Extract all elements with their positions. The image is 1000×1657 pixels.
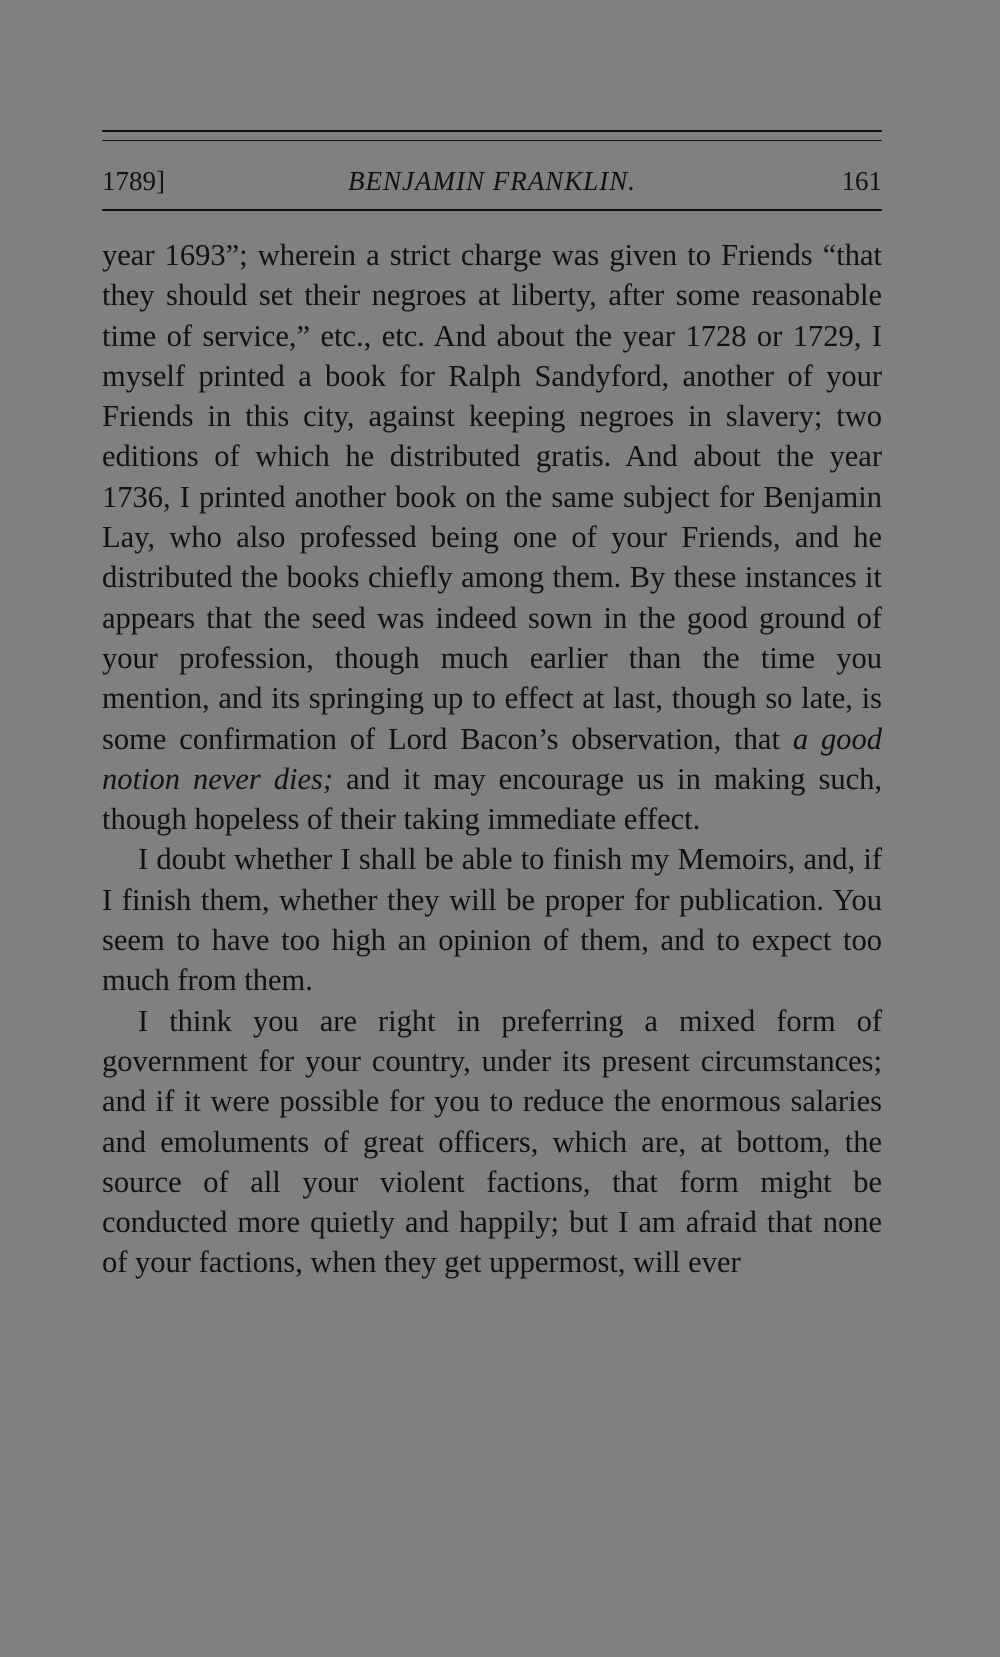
running-head — [102, 155, 882, 207]
paragraph-1 — [102, 235, 882, 839]
book-page — [102, 130, 882, 1283]
paragraph-1-italic-quote: a good notion never dies; — [102, 721, 883, 796]
body-text — [102, 235, 882, 1283]
page-number: 161 — [841, 166, 882, 196]
top-double-rule-inner — [102, 140, 882, 141]
header-rule — [102, 209, 882, 211]
running-head-year: 1789] — [102, 166, 165, 196]
paragraph-2: I doubt whether I shall be able to finish my Memoirs, and, if I finish them, whether they will be proper for publication. You seem to have too high an opinion of them, and to expect too much from them. — [102, 842, 882, 998]
running-head-title: BENJAMIN FRANKLIN. — [348, 166, 636, 196]
paragraph-1-text: year 1693”; wherein a strict charge was given to Friends “that they should set their negroes at liberty, after some reasonable time of service,” etc., etc. And about the year 1728 or 1729, I myself printed a book for Ralph Sandyford, another of your Friends in this city, against keeping negroes in slavery; two editions of which he distributed gratis. And about the year 1736, I printed another book on the same subject for Benjamin Lay, who also professed being one of your Friends, and he distributed the books chiefly among them. By these instances it appears that the seed was indeed sown in the good ground of your profession, though much earlier than the time you mention, and its springing up to effect at last, though so late, is some confirmation of Lord Bacon’s observation, that — [102, 238, 882, 756]
paragraph-1-text-end: and it may encourage us in making such, though hopeless of their taking immediate effect. — [102, 761, 882, 837]
paragraph-3: I think you are right in preferring a mixed form of government for your country, under its present circumstances; and if it were possible for you to reduce the enormous salaries and emoluments of great officers, which are, at bottom, the source of all your violent factions, that form might be conducted more quietly and happily; but I am afraid that none of your factions, when they get uppermost, will ever — [102, 1003, 882, 1280]
top-double-rule — [102, 130, 882, 132]
